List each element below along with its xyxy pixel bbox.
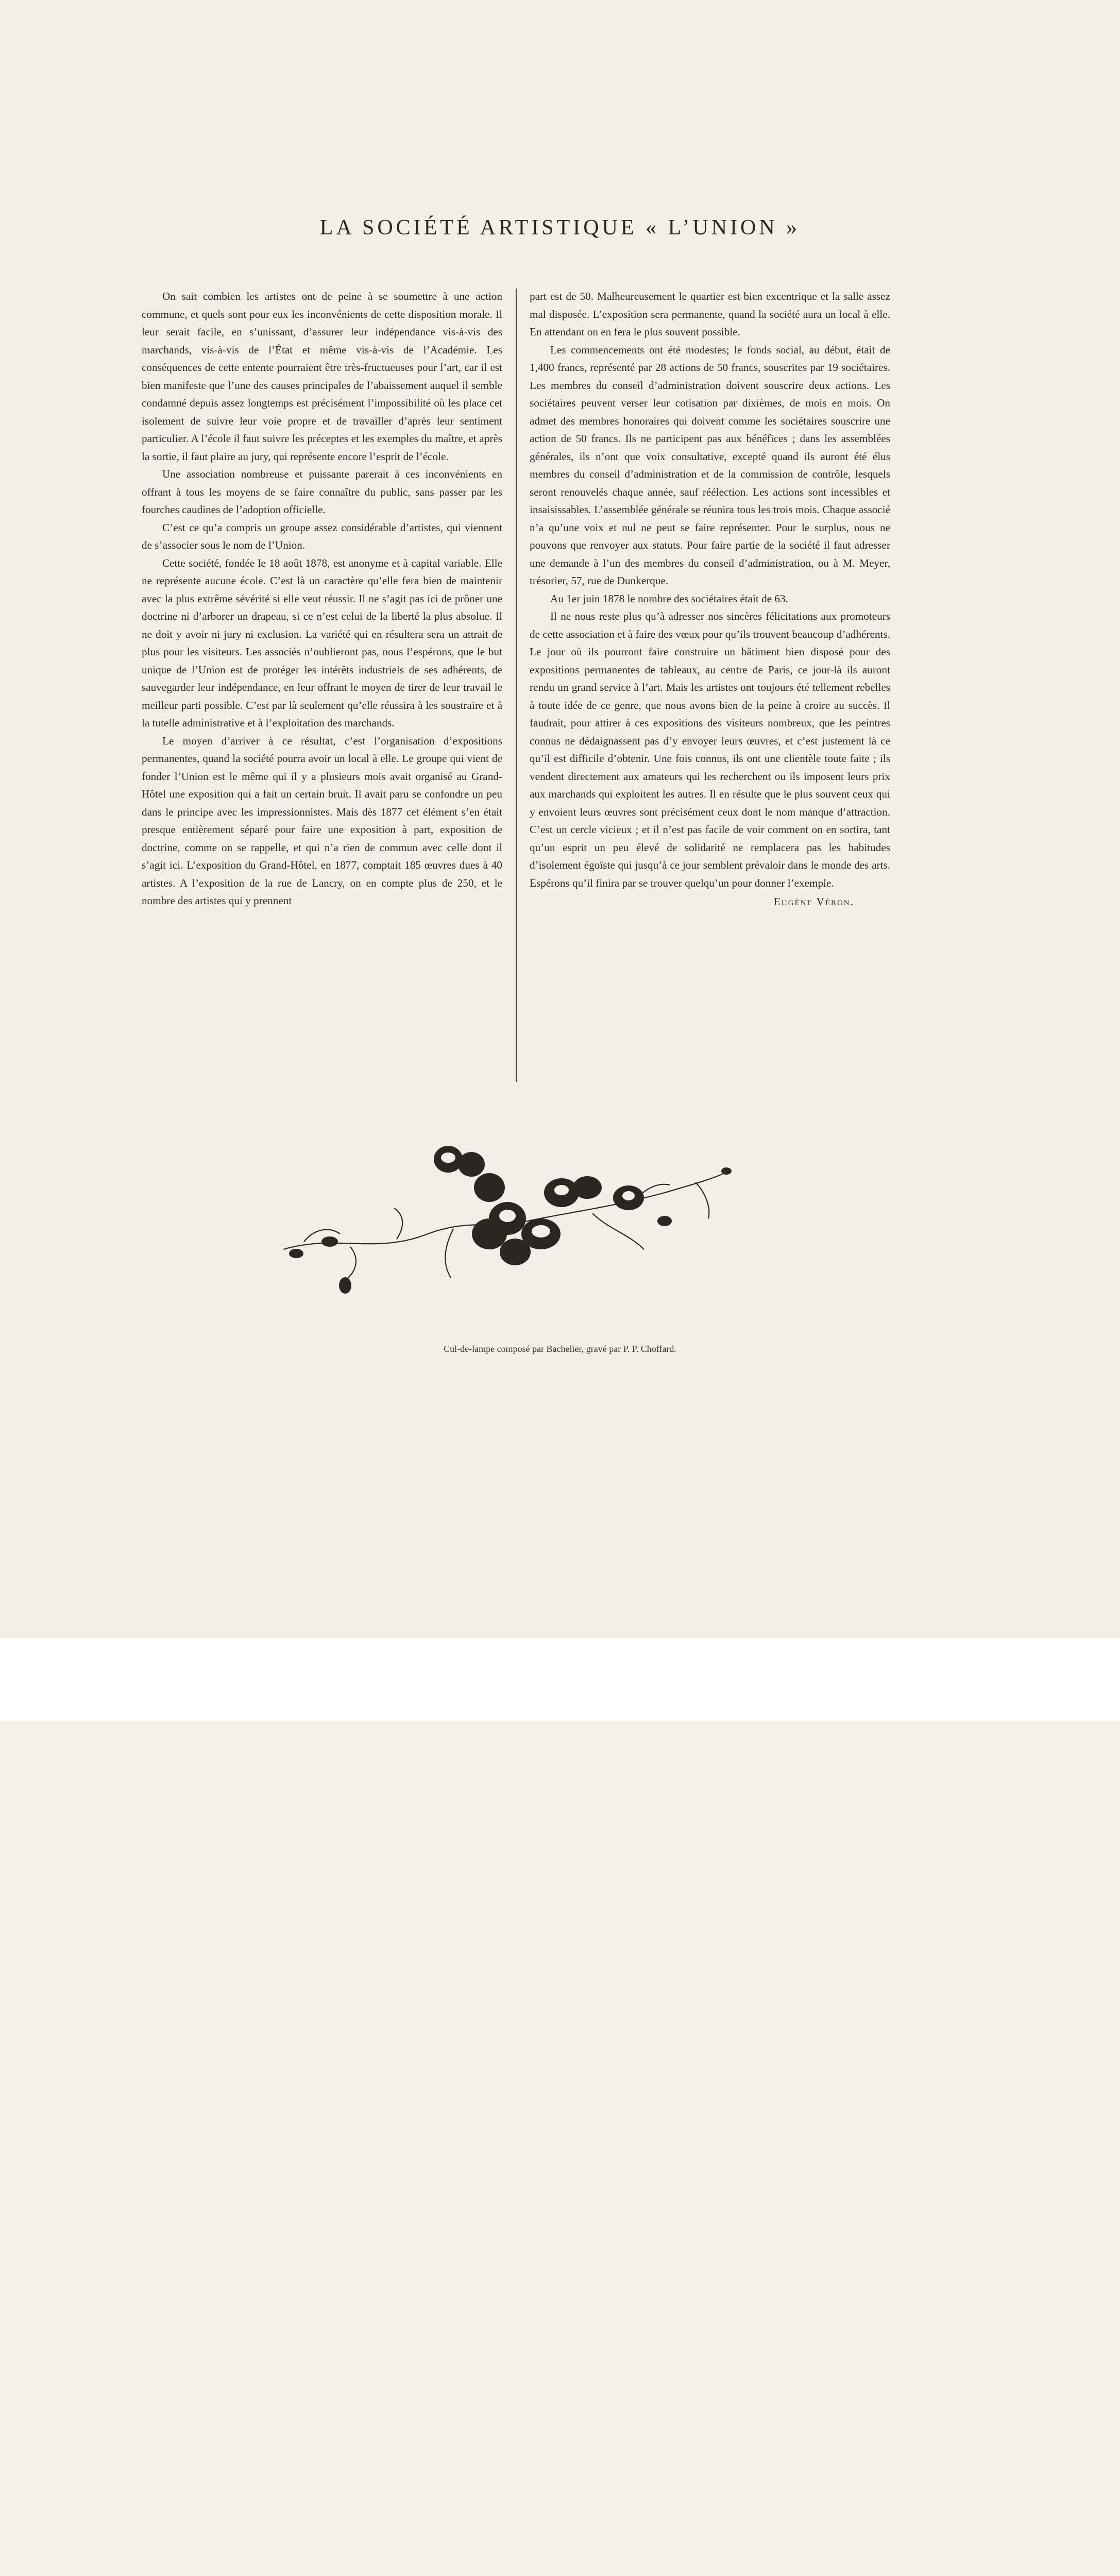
right-column <box>530 287 890 911</box>
paragraph: Au 1er juin 1878 le nombre des sociétaires était de 63. <box>550 592 788 605</box>
paragraph: On sait combien les artistes ont de peine à se soumettre à une action commune, et quels sont pour eux les inconvénients de cette disposition morale. Il leur serait facile, en s’unissant, d’assurer leur indépendance vis-à-vis des marchands, vis-à-vis de l’État et même vis-à-vis de l’Académie. Les conséquences de cette entente pourraient être très-fructueuses pour l’art, car il est bien manifeste que l’une des causes principales de l’abaissement auquel il semble condamné depuis assez longtemps est précisément l’impossibilité où les place cet isolement de suivre leur voie propre et de travailler d’après leur sentiment particulier. A l’école il faut suivre les préceptes et les exemples du maître, et après la sortie, il faut plaire au jury, qui représente encore l’esprit de l’école. <box>142 290 502 463</box>
author-signature: Eugène Véron. <box>773 895 854 908</box>
paragraph: C’est ce qu’a compris un groupe assez considérable d’artistes, qui viennent de s’associer sous le nom de l’Union. <box>142 521 502 551</box>
left-column <box>142 287 502 910</box>
article-title: LA SOCIÉTÉ ARTISTIQUE « L’UNION » <box>319 216 801 240</box>
paragraph: Il ne nous reste plus qu’à adresser nos sincères félicitations aux promoteurs de cette association et à faire des vœux pour qu’ils trouvent beaucoup d’adhérents. Le jour où ils pourront faire construire un bâtiment bien disposé pour des expositions permanentes de tableaux, au centre de Paris, ce jour-là ils auront rendu un grand service à l’art. Mais les artistes ont toujours été tellement rebelles à toute idée de ce genre, que nous avons bien de la peine à croire au succès. Il faudrait, pour attirer à ces expositions des visiteurs nombreux, que les peintres connus ne dédaignassent pas d’y envoyer leurs œuvres, et c’est justement là ce qu’il est difficile d’obtenir. Une fois connus, ils ont une clientèle toute faite ; ils vendent directement aux amateurs qui les recherchent ou ils imposent leurs prix aux marchands qui exploitent les autres. Il en résulte que le plus souvent ceux qui y envoient leurs œuvres sont précisément ceux dont le nom manque d’attraction. C’est un cercle vicieux ; et il n’est pas facile de voir comment on en sortira, tant qu’un esprit un peu élevé de solidarité ne remplacera pas les habitudes d’isolement égoïste qui jusqu’à ce jour semblent prévaloir dans le monde des arts. Espérons qu’il finira par se trouver quelqu’un pour donner l’exemple. <box>530 610 890 889</box>
paragraph: Le moyen d’arriver à ce résultat, c’est l’organisation d’expositions permanentes, quand la société pourra avoir un local à elle. Le groupe qui vient de fonder l’Union est le même qui il y a plusieurs mois avait organisé au Grand-Hôtel une exposition qui a fait un certain bruit. Il avait paru se confondre un peu dans le principe avec les impressionnistes. Mais dès 1877 cet élément s’en était presque entièrement séparé pour faire une exposition à part, exposition de doctrine, comme on se rappelle, et qui n’a rien de commun avec celle dont il s’agit ici. L’exposition du Grand-Hôtel, en 1877, comptait 185 œuvres dues à 40 artistes. A l’exposition de la rue de Lancry, on en compte plus de 250, et le nombre des artistes qui y prennent <box>142 734 502 907</box>
column-divider <box>516 289 517 1082</box>
illustration-caption: Cul-de-lampe composé par Bachelier, gravé par P. P. Choffard. <box>444 1344 676 1354</box>
paragraph: Cette société, fondée le 18 août 1878, est anonyme et à capital variable. Elle ne représente aucune école. C’est là un caractère qu’elle fera bien de maintenir avec la plus extrême sévérité si elle veut réussir. Il ne s’agit pas ici de prôner une doctrine ni d’arborer un drapeau, si ce n’est celui de la liberté la plus absolue. Il ne doit y avoir ni jury ni exclusion. La variété qui en résultera sera un attrait de plus pour les visiteurs. Les associés n’oublieront pas, nous l’espérons, que le but unique de l’Union est de protéger les intérêts industriels de ses adhérents, de sauvegarder leur indépendance, en leur offrant le moyen de tirer de leur travail le meilleur parti possible. C’est par là seulement qu’elle réussira à les soustraire et à la tutelle administrative et à l’exploitation des marchands. <box>142 556 502 729</box>
paragraph: part est de 50. Malheureusement le quartier est bien excentrique et la salle assez mal disposée. L’exposition sera permanente, quand la société aura un local à elle. En attendant on en fera le plus souvent possible. <box>530 290 890 338</box>
floral-ornament-illustration <box>273 1131 737 1321</box>
paragraph: Les commencements ont été modestes; le fonds social, au début, était de 1,400 francs, représenté par 28 actions de 50 francs, souscrites par 19 sociétaires. Les membres du conseil d’administration doivent souscrire deux actions. Les sociétaires peuvent verser leur cotisation par dixièmes, de mois en mois. On admet des membres honoraires qui doivent comme les sociétaires souscrire une action de 50 francs. Ils ne participent pas aux bénéfices ; dans les assemblées générales, ils n’ont que voix consultative, excepté quand ils auront été élus membres du conseil d’administration et de la commission de contrôle, lesquels seront renouvelés chaque année, sauf réélection. Les actions sont incessibles et insaisissables. L’assemblée générale se réunira tous les trois mois. Chaque associé n’a qu’une voix et nul ne peut se faire représenter. Pour le surplus, nous ne pouvons que renvoyer aux statuts. Pour faire partie de la société il faut adresser une demande à l’un des membres du conseil d’administration, ou à M. Meyer, trésorier, 57, rue de Dunkerque. <box>530 343 890 587</box>
footer-bar <box>0 1638 1120 1721</box>
paragraph: Une association nombreuse et puissante parerait à ces inconvénients en offrant à tous les moyens de se faire connaître du public, sans passer par les fourches caudines de l’adoption officielle. <box>142 468 502 516</box>
